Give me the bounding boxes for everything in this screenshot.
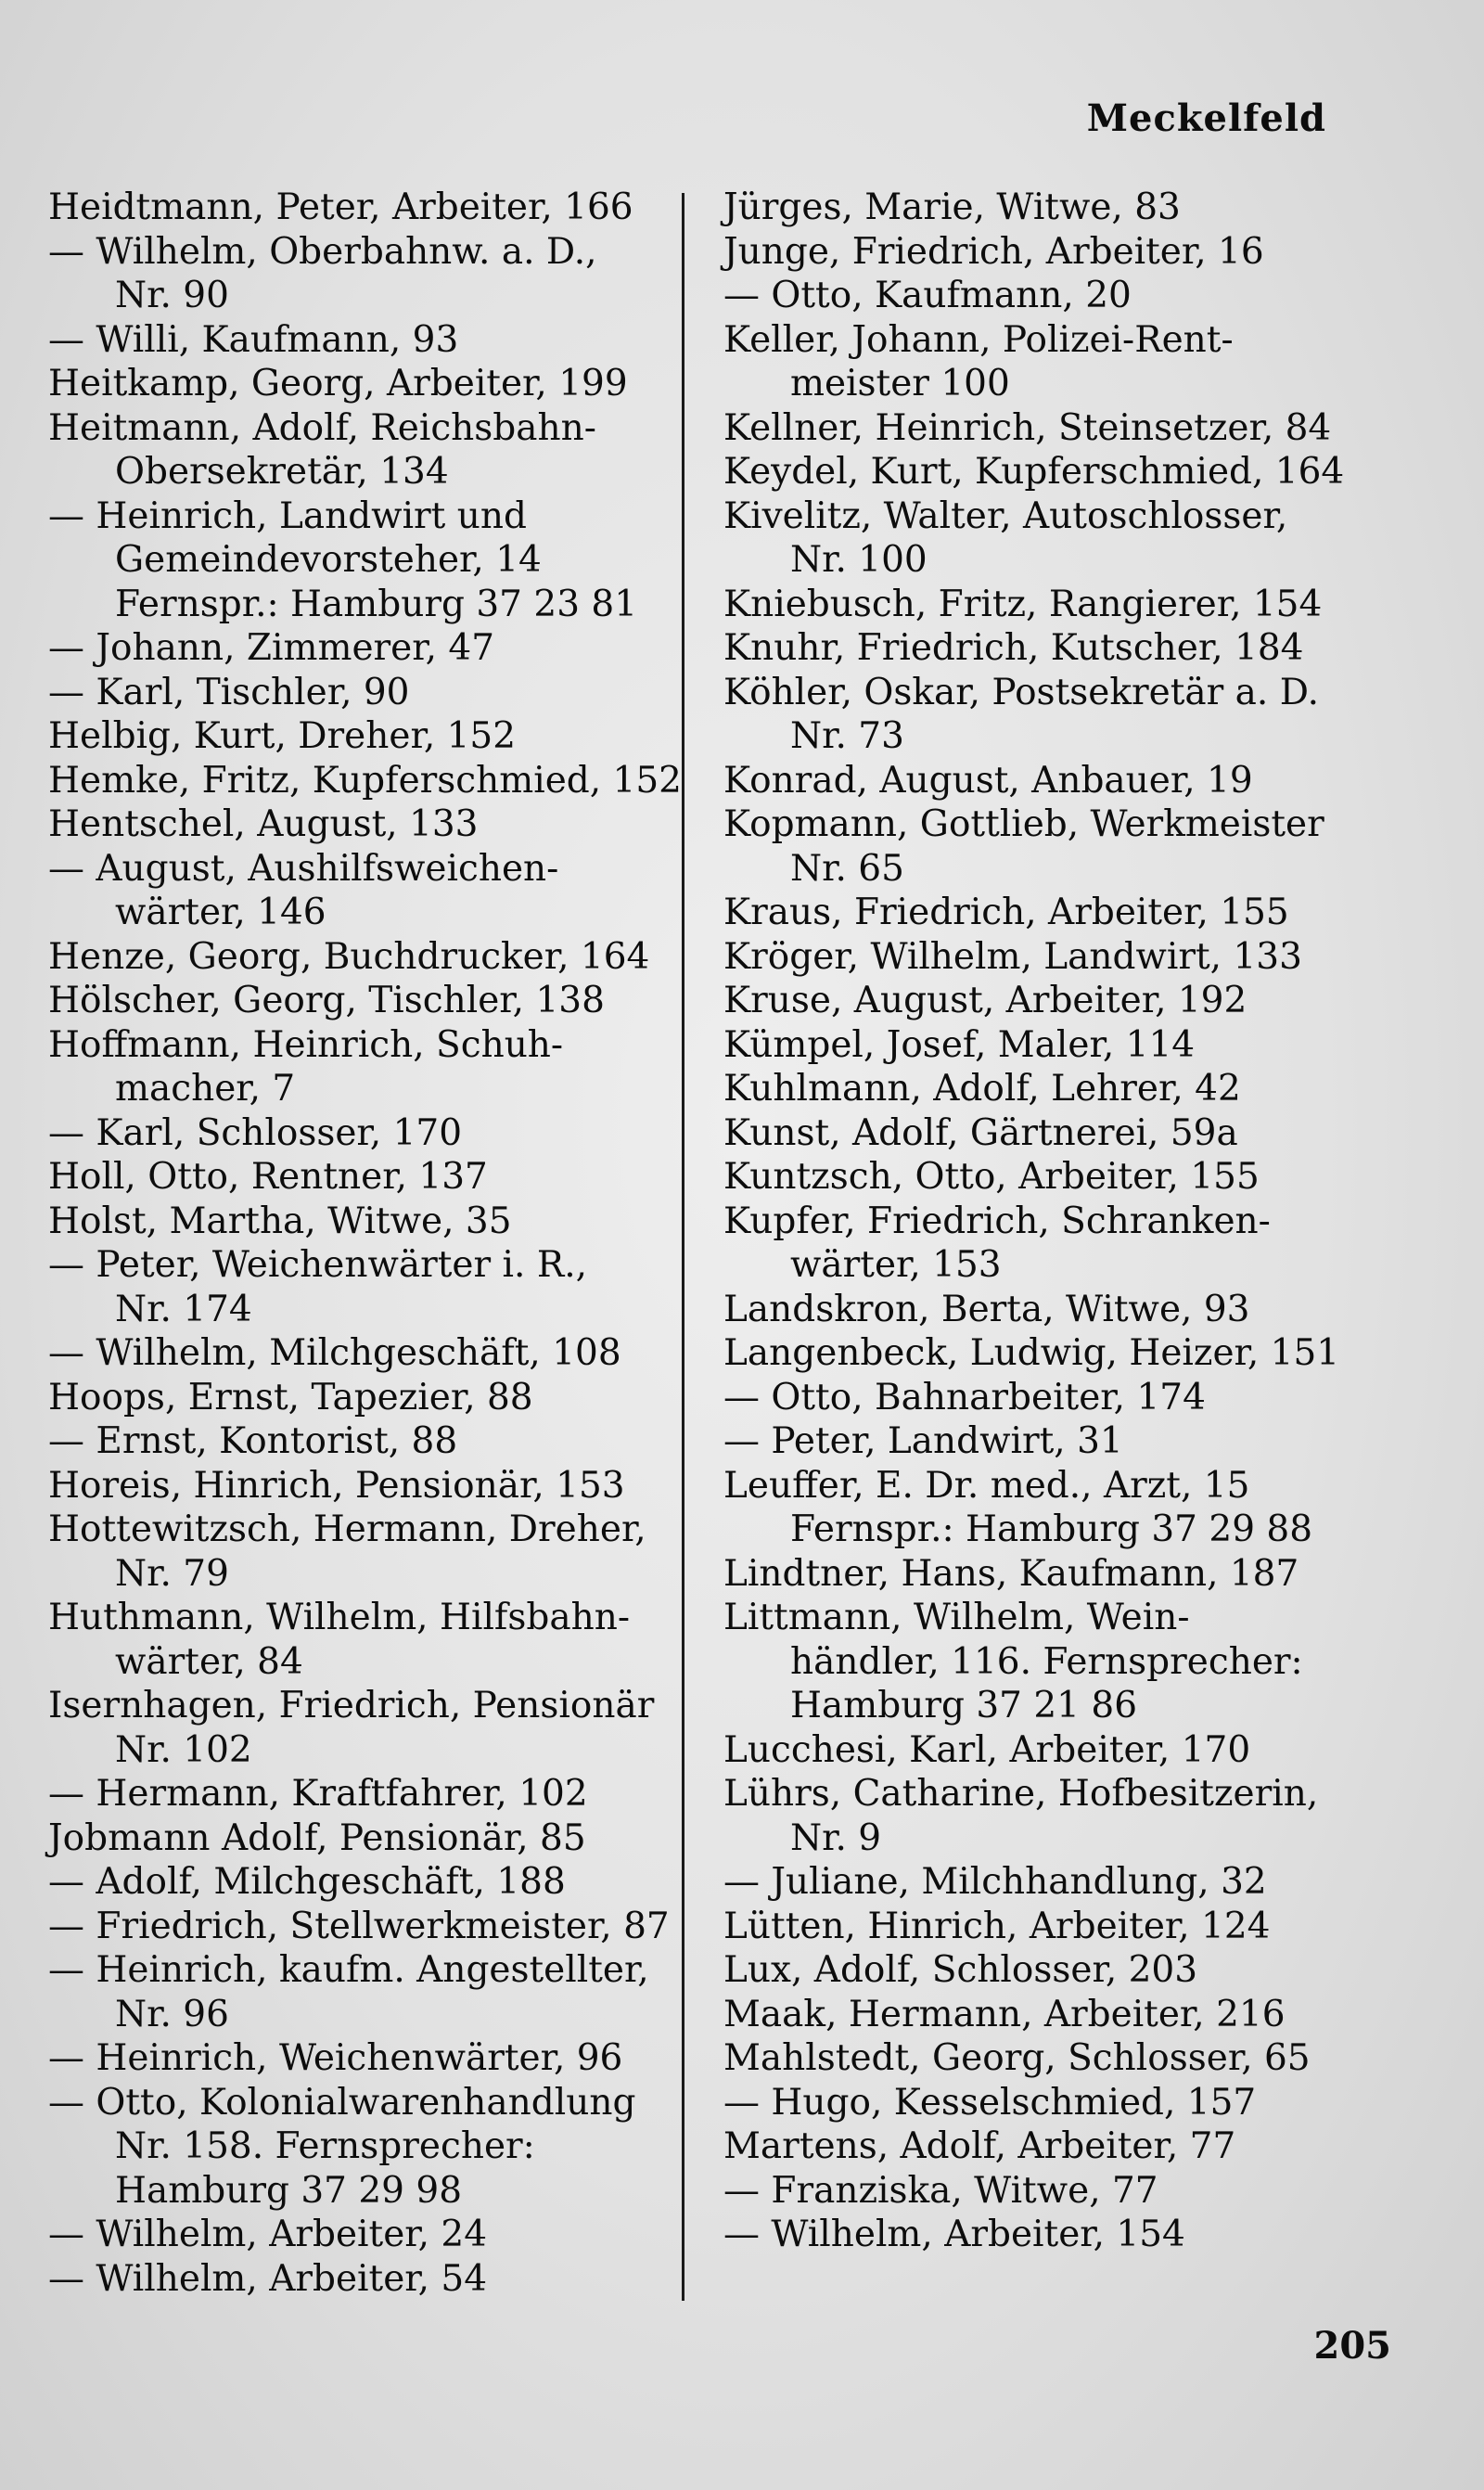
entry-line: — Hermann, Kraftfahrer, 102: [48, 1773, 588, 1815]
directory-entry: [723, 186, 1410, 230]
entry-line: — Willi, Kaufmann, 93: [48, 318, 459, 361]
entry-continuation-line: Obersekretär, 134: [115, 451, 449, 493]
entry-line: — Hugo, Kesselschmied, 157: [723, 2081, 1257, 2124]
directory-entry: [48, 671, 697, 715]
entry-line: — August, Aushilfsweichen-: [48, 847, 559, 890]
entry-line: — Heinrich, kaufm. Angestellter,: [48, 1949, 649, 1991]
entry-line: Kuntzsch, Otto, Arbeiter, 155: [723, 1156, 1260, 1198]
directory-entry: [723, 979, 1410, 1023]
entry-line: Keller, Johann, Polizei-Rent-: [723, 318, 1234, 361]
directory-entry: [48, 318, 697, 363]
left-column: [48, 186, 697, 2301]
entry-line: — Peter, Landwirt, 31: [723, 1420, 1123, 1462]
entry-line: Huthmann, Wilhelm, Hilfsbahn-: [48, 1597, 631, 1638]
directory-entry: [48, 1816, 697, 1861]
entry-continuation-line: Hamburg 37 29 98: [115, 2169, 463, 2212]
directory-entry: [723, 1331, 1410, 1376]
entry-line: Helbig, Kurt, Dreher, 152: [48, 715, 517, 757]
directory-entry: [723, 2213, 1410, 2257]
entry-line: Kniebusch, Fritz, Rangierer, 154: [723, 583, 1323, 625]
directory-entry: [723, 1155, 1410, 1200]
entry-line: — Friedrich, Stellwerkmeister, 87: [48, 1905, 670, 1947]
directory-entry: [48, 1684, 697, 1772]
entry-continuation-line: wärter, 84: [115, 1640, 303, 1683]
directory-entry: [48, 230, 697, 318]
entry-line: Lührs, Catharine, Hofbesitzerin,: [723, 1773, 1319, 1815]
directory-entry: [48, 626, 697, 671]
entry-line: Jürges, Marie, Witwe, 83: [723, 186, 1181, 228]
entry-line: Köhler, Oskar, Postsekretär a. D.: [723, 671, 1319, 713]
directory-entry: [48, 2036, 697, 2081]
entry-line: — Karl, Schlosser, 170: [48, 1111, 463, 1154]
directory-entry: [723, 583, 1410, 627]
directory-entry: [48, 759, 697, 803]
entry-continuation-line: Nr. 65: [790, 847, 904, 890]
directory-entry: [723, 1948, 1410, 1993]
entry-line: — Franziska, Witwe, 77: [723, 2169, 1158, 2212]
entry-continuation-line: Nr. 100: [790, 539, 928, 581]
right-column: [723, 186, 1410, 2257]
entry-line: — Ernst, Kontorist, 88: [48, 1420, 458, 1462]
directory-entry: [48, 1948, 697, 2036]
page-header: Meckelfeld: [1086, 96, 1326, 140]
entry-line: Landskron, Berta, Witwe, 93: [723, 1288, 1250, 1330]
entry-line: Langenbeck, Ludwig, Heizer, 151: [723, 1332, 1340, 1374]
entry-line: Lütten, Hinrich, Arbeiter, 124: [723, 1905, 1271, 1947]
entry-line: — Juliane, Milchhandlung, 32: [723, 1861, 1267, 1903]
directory-entry: [48, 935, 697, 980]
directory-entry: [723, 2169, 1410, 2214]
entry-line: Heitmann, Adolf, Reichsbahn-: [48, 406, 596, 449]
entry-line: — Johann, Zimmerer, 47: [48, 627, 495, 669]
directory-entry: [48, 1419, 697, 1464]
column-divider: [682, 193, 684, 2301]
directory-entry: [723, 759, 1410, 803]
entry-continuation-line: Hamburg 37 21 86: [790, 1685, 1138, 1726]
entry-continuation-line: wärter, 146: [115, 892, 326, 933]
directory-entry: [723, 1200, 1410, 1288]
entry-continuation-line: Nr. 174: [115, 1288, 252, 1330]
entry-line: Henze, Georg, Buchdrucker, 164: [48, 935, 650, 978]
entry-continuation-line: Fernspr.: Hamburg 37 29 88: [790, 1508, 1313, 1550]
directory-entry: [48, 1860, 697, 1905]
entry-line: Kopmann, Gottlieb, Werkmeister: [723, 803, 1324, 845]
directory-entry: [48, 1023, 697, 1111]
entry-line: Hoops, Ernst, Tapezier, 88: [48, 1376, 533, 1418]
entry-line: Lindtner, Hans, Kaufmann, 187: [723, 1552, 1299, 1595]
entry-line: Holl, Otto, Rentner, 137: [48, 1156, 488, 1198]
directory-entry: [723, 935, 1410, 980]
entry-continuation-line: Nr. 73: [790, 715, 904, 757]
entry-continuation-line: Nr. 9: [790, 1816, 882, 1859]
entry-line: — Karl, Tischler, 90: [48, 671, 410, 713]
entry-line: Hölscher, Georg, Tischler, 138: [48, 980, 605, 1021]
directory-entry: [48, 2213, 697, 2257]
entry-line: Konrad, August, Anbauer, 19: [723, 759, 1253, 802]
directory-entry: [723, 1419, 1410, 1464]
directory-entry: [723, 1728, 1410, 1773]
directory-entry: [723, 626, 1410, 671]
entry-line: Kellner, Heinrich, Steinsetzer, 84: [723, 406, 1332, 449]
entry-line: — Heinrich, Weichenwärter, 96: [48, 2037, 623, 2079]
entry-continuation-line: Gemeindevorsteher, 14: [115, 539, 542, 581]
directory-entry: [48, 1111, 697, 1156]
entry-line: Lux, Adolf, Schlosser, 203: [723, 1949, 1198, 1991]
directory-entry: [723, 671, 1410, 759]
entry-line: — Wilhelm, Arbeiter, 54: [48, 2257, 488, 2300]
directory-entry: [723, 1552, 1410, 1597]
entry-line: Kruse, August, Arbeiter, 192: [723, 980, 1247, 1021]
directory-entry: [48, 802, 697, 847]
directory-entry: [723, 1772, 1410, 1860]
directory-entry: [723, 1288, 1410, 1332]
entry-continuation-line: Nr. 90: [115, 275, 229, 316]
directory-entry: [723, 318, 1410, 406]
directory-entry: [723, 406, 1410, 451]
directory-entry: [723, 450, 1410, 494]
directory-entry: [723, 1376, 1410, 1420]
directory-entry: [48, 1596, 697, 1684]
entry-line: Hemke, Fritz, Kupferschmied, 152: [48, 759, 682, 802]
entry-line: Kunst, Adolf, Gärtnerei, 59a: [723, 1111, 1238, 1154]
entry-continuation-line: macher, 7: [115, 1068, 296, 1110]
directory-entry: [723, 1905, 1410, 1949]
entry-line: Hentschel, August, 133: [48, 803, 479, 845]
entry-continuation-line: Nr. 79: [115, 1552, 229, 1595]
directory-entry: [723, 891, 1410, 935]
entry-continuation-line: wärter, 153: [790, 1244, 1002, 1286]
entry-continuation-line: Nr. 102: [115, 1728, 252, 1771]
directory-entry: [48, 1508, 697, 1596]
directory-entry: [48, 186, 697, 230]
entry-line: Jobmann Adolf, Pensionär, 85: [48, 1816, 586, 1859]
entry-line: Kupfer, Friedrich, Schranken-: [723, 1200, 1271, 1242]
directory-entry: [48, 1155, 697, 1200]
entry-line: Keydel, Kurt, Kupferschmied, 164: [723, 451, 1345, 493]
directory-entry: [723, 1464, 1410, 1552]
entry-line: Hottewitzsch, Hermann, Dreher,: [48, 1508, 646, 1550]
directory-entry: [48, 2081, 697, 2214]
entry-continuation-line: Nr. 96: [115, 1993, 229, 2035]
directory-entry: [48, 1464, 697, 1508]
entry-line: Leuffer, E. Dr. med., Arzt, 15: [723, 1464, 1250, 1507]
entry-line: Littmann, Wilhelm, Wein-: [723, 1597, 1190, 1638]
entry-line: Kraus, Friedrich, Arbeiter, 155: [723, 892, 1289, 933]
directory-entry: [48, 714, 697, 759]
entry-line: Kuhlmann, Adolf, Lehrer, 42: [723, 1068, 1241, 1110]
directory-entry: [723, 1067, 1410, 1111]
entry-line: Hoffmann, Heinrich, Schuh-: [48, 1023, 564, 1066]
entry-line: — Wilhelm, Oberbahnw. a. D.,: [48, 230, 597, 273]
directory-entry: [723, 2124, 1410, 2169]
entry-line: Isernhagen, Friedrich, Pensionär: [48, 1685, 655, 1726]
directory-entry: [723, 1111, 1410, 1156]
directory-entry: [723, 274, 1410, 318]
entry-line: Lucchesi, Karl, Arbeiter, 170: [723, 1728, 1251, 1771]
entry-line: — Wilhelm, Arbeiter, 24: [48, 2214, 488, 2255]
directory-entry: [723, 1596, 1410, 1728]
entry-line: Martens, Adolf, Arbeiter, 77: [723, 2125, 1236, 2167]
entry-line: Heitkamp, Georg, Arbeiter, 199: [48, 363, 628, 404]
directory-entry: [723, 1993, 1410, 2037]
directory-entry: [48, 2257, 697, 2302]
entry-line: — Otto, Kaufmann, 20: [723, 275, 1132, 316]
entry-line: — Adolf, Milchgeschäft, 188: [48, 1861, 566, 1903]
entry-line: Heidtmann, Peter, Arbeiter, 166: [48, 186, 633, 228]
directory-entry: [48, 1331, 697, 1376]
directory-entry: [723, 230, 1410, 275]
entry-line: Knuhr, Friedrich, Kutscher, 184: [723, 627, 1304, 669]
entry-line: Kröger, Wilhelm, Landwirt, 133: [723, 935, 1302, 978]
entry-line: Holst, Martha, Witwe, 35: [48, 1200, 512, 1242]
directory-entry: [48, 1243, 697, 1331]
directory-entry: [48, 1772, 697, 1816]
directory-entry: [723, 2081, 1410, 2125]
entry-line: — Otto, Bahnarbeiter, 174: [723, 1376, 1206, 1418]
entry-line: — Heinrich, Landwirt und: [48, 494, 527, 537]
directory-entry: [723, 2036, 1410, 2081]
directory-entry: [48, 1905, 697, 1949]
entry-continuation-line: Fernspr.: Hamburg 37 23 81: [115, 583, 638, 625]
directory-entry: [48, 1200, 697, 1244]
entry-line: — Peter, Weichenwärter i. R.,: [48, 1244, 587, 1286]
entry-line: Kivelitz, Walter, Autoschlosser,: [723, 494, 1288, 537]
directory-entry: [48, 1376, 697, 1420]
entry-line: Junge, Friedrich, Arbeiter, 16: [723, 230, 1264, 273]
directory-entry: [48, 979, 697, 1023]
directory-entry: [48, 406, 697, 494]
entry-continuation-line: Nr. 158. Fernsprecher:: [115, 2125, 535, 2167]
directory-entry: [48, 847, 697, 935]
directory-entry: [723, 1023, 1410, 1068]
entry-line: — Wilhelm, Milchgeschäft, 108: [48, 1332, 621, 1374]
entry-line: — Otto, Kolonialwarenhandlung: [48, 2081, 636, 2124]
entry-continuation-line: meister 100: [790, 363, 1010, 404]
entry-line: Maak, Hermann, Arbeiter, 216: [723, 1993, 1286, 2035]
page-number: 205: [1313, 2324, 1391, 2368]
directory-entry: [48, 362, 697, 406]
entry-line: Mahlstedt, Georg, Schlosser, 65: [723, 2037, 1311, 2079]
directory-entry: [48, 494, 697, 627]
entry-line: Kümpel, Josef, Maler, 114: [723, 1023, 1196, 1066]
directory-entry: [723, 1860, 1410, 1905]
entry-continuation-line: händler, 116. Fernsprecher:: [790, 1640, 1303, 1683]
entry-line: — Wilhelm, Arbeiter, 154: [723, 2214, 1185, 2255]
entry-line: Horeis, Hinrich, Pensionär, 153: [48, 1464, 625, 1507]
directory-entry: [723, 802, 1410, 891]
directory-entry: [723, 494, 1410, 583]
